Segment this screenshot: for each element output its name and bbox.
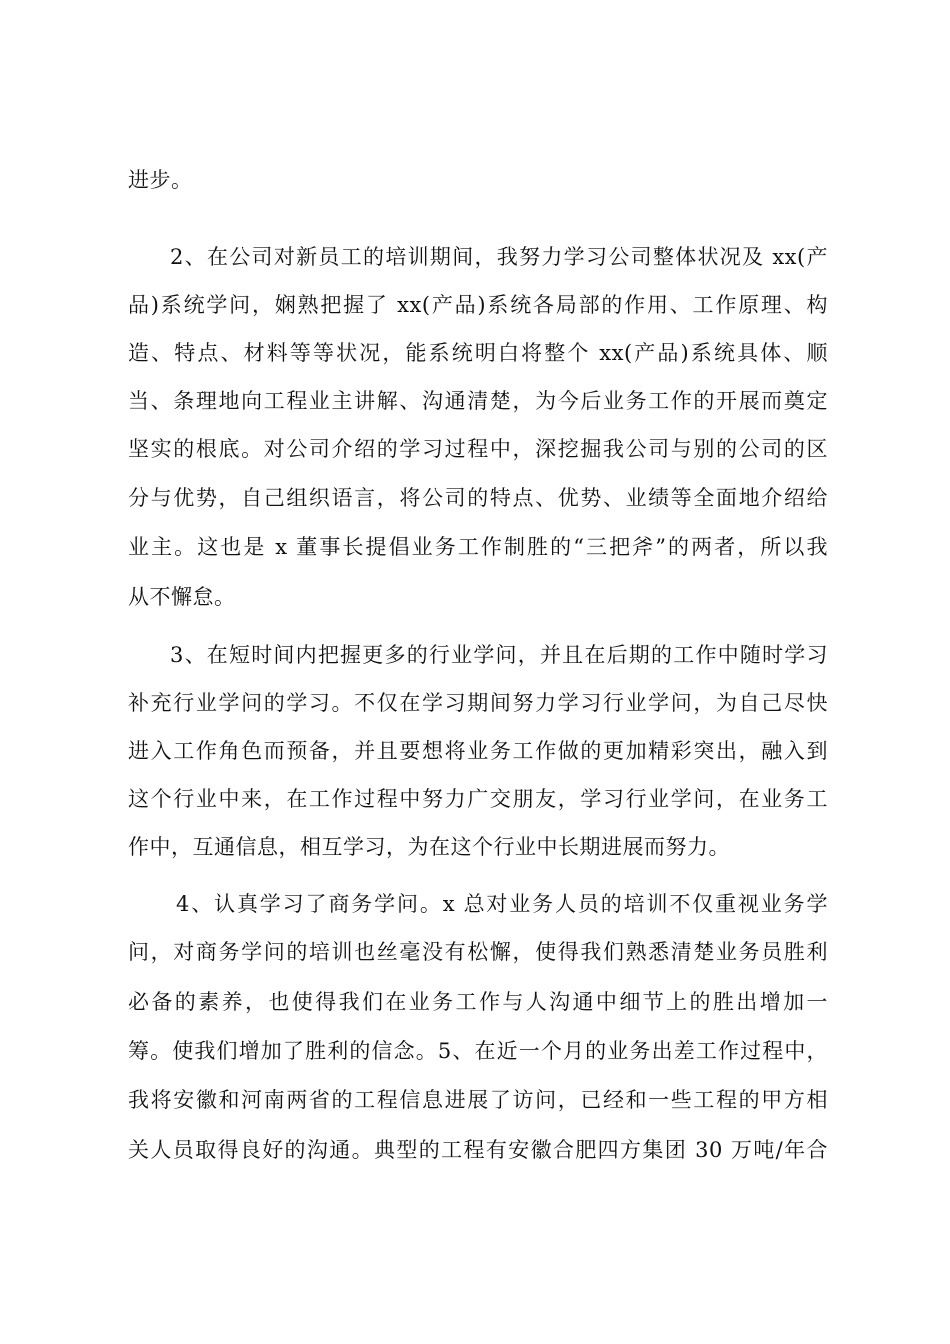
text-line-6: 坚实的根底。对公司介绍的学习过程中，深挖掘我公司与别的公司的区 — [128, 437, 828, 461]
text-line-15: 4、认真学习了商务学问。x 总对业务人员的培训不仅重视业务学 — [176, 892, 828, 916]
text-line-11: 补充行业学问的学习。不仅在学习期间努力学习行业学问，为自己尽快 — [128, 691, 828, 715]
text-line-20: 关人员取得良好的沟通。典型的工程有安徽合肥四方集团 30 万吨/年合 — [128, 1138, 828, 1162]
text-line-17: 必备的素养，也使得我们在业务工作与人沟通中细节上的胜出增加一 — [128, 990, 828, 1014]
text-line-12: 进入工作角色而预备，并且要想将业务工作做的更加精彩突出，融入到 — [128, 739, 828, 763]
text-line-5: 当、条理地向工程业主讲解、沟通清楚，为今后业务工作的开展而奠定 — [128, 389, 828, 413]
text-line-8: 业主。这也是 x 董事长提倡业务工作制胜的“三把斧”的两者，所以我 — [128, 535, 828, 559]
text-line-14: 作中，互通信息，相互学习，为在这个行业中长期进展而努力。 — [128, 835, 730, 859]
text-line-13: 这个行业中来，在工作过程中努力广交朋友，学习行业学问，在业务工 — [128, 787, 828, 811]
text-line-4: 造、特点、材料等等状况，能系统明白将整个 xx(产品)系统具体、顺 — [128, 341, 828, 365]
text-line-16: 问，对商务学问的培训也丝毫没有松懈，使得我们熟悉清楚业务员胜利 — [128, 940, 828, 964]
text-line-10: 3、在短时间内把握更多的行业学问，并且在后期的工作中随时学习 — [170, 643, 828, 667]
text-line-19: 我将安徽和河南两省的工程信息进展了访问，已经和一些工程的甲方相 — [128, 1088, 828, 1112]
text-line-7: 分与优势，自己组织语言，将公司的特点、优势、业绩等全面地介绍给 — [128, 486, 828, 510]
text-line-9: 从不懈怠。 — [128, 585, 236, 609]
text-line-2: 2、在公司对新员工的培训期间，我努力学习公司整体状况及 xx(产 — [170, 245, 828, 269]
text-line-1: 进步。 — [128, 168, 193, 192]
text-line-18: 筹。使我们增加了胜利的信念。5、在近一个月的业务出差工作过程中， — [128, 1039, 828, 1063]
text-line-3: 品)系统学问，娴熟把握了 xx(产品)系统各局部的作用、工作原理、构 — [128, 293, 828, 317]
